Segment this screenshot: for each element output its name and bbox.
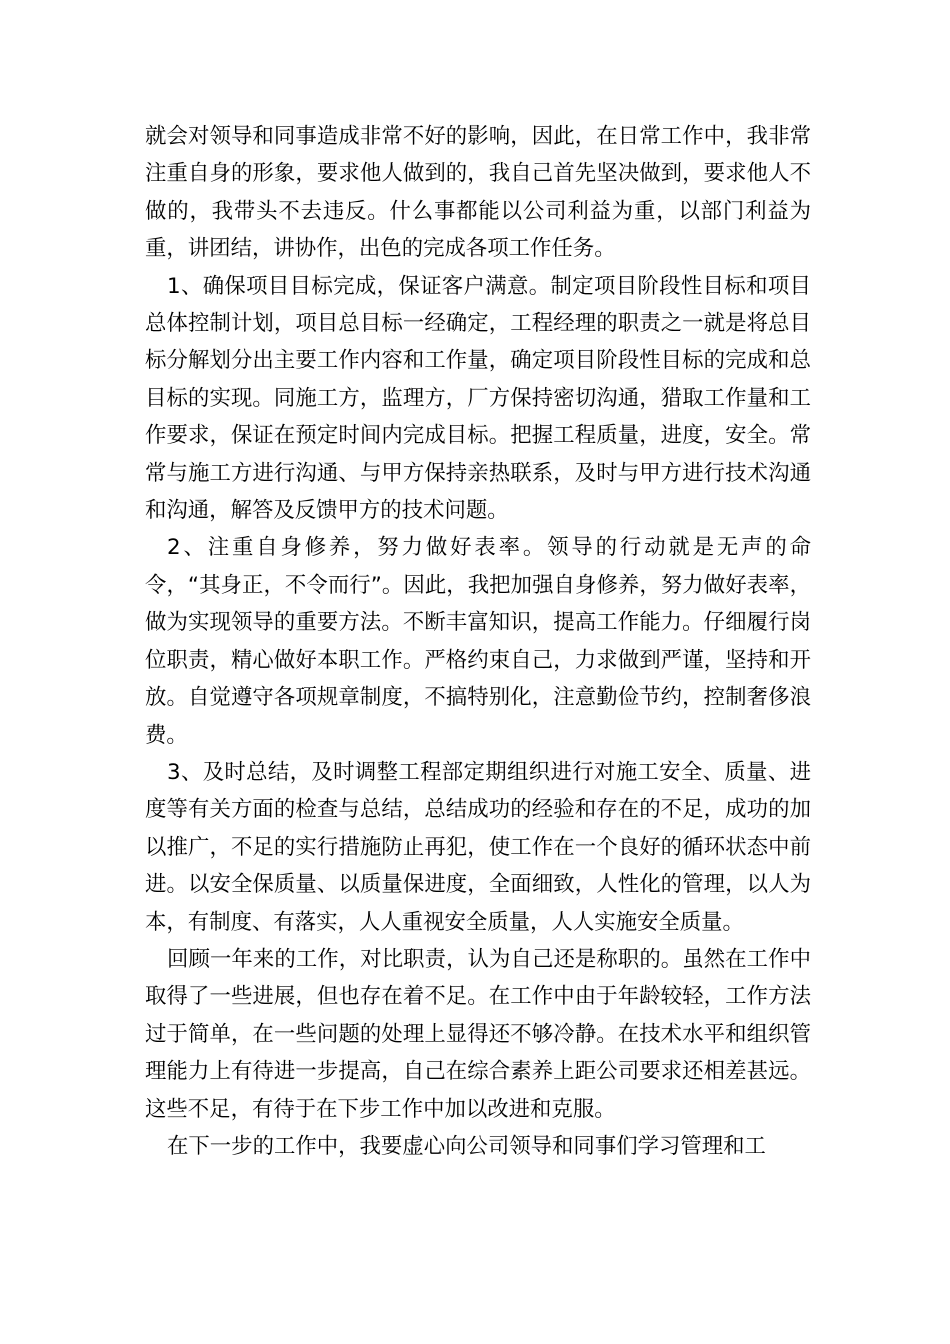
paragraph-item-3: 3、及时总结，及时调整工程部定期组织进行对施工安全、质量、进度等有关方面的检查与总结，总结成功的经验和存在的不足，成功的加以推广，不足的实行措施防止再犯，使工作在一个良好的循环状态中前进。以安全保质量、以质量保进度，全面细致，人性化的管理，以人为本，有制度、有落实，人人重视安全质量，人人实施安全质量。 <box>145 759 811 935</box>
paragraph-item-2: 2、注重自身修养，努力做好表率。领导的行动就是无声的命令，“其身正，不令而行”。因此，我把加强自身修养，努力做好表率，做为实现领导的重要方法。不断丰富知识，提高工作能力。仔细履行岗位职责，精心做好本职工作。严格约束自己，力求做到严谨，坚持和开放。自觉遵守各项规章制度，不搞特别化，注意勤俭节约，控制奢侈浪费。 <box>145 535 811 748</box>
paragraph-next-steps: 在下一步的工作中，我要虚心向公司领导和同事们学习管理和工 <box>167 1133 766 1159</box>
body-text <box>145 118 811 1165</box>
paragraph-item-1: 1、确保项目目标完成，保证客户满意。制定项目阶段性目标和项目总体控制计划，项目总目标一经确定，工程经理的职责之一就是将总目标分解划分出主要工作内容和工作量，确定项目阶段性目标的完成和总目标的实现。同施工方，监理方，厂方保持密切沟通，猎取工作量和工作要求，保证在预定时间内完成目标。把握工程质量，进度，安全。常常与施工方进行沟通、与甲方保持亲热联系，及时与甲方进行技术沟通和沟通，解答及反馈甲方的技术问题。 <box>145 273 811 524</box>
paragraph-review: 回顾一年来的工作，对比职责，认为自己还是称职的。虽然在工作中取得了一些进展，但也存在着不足。在工作中由于年龄较轻，工作方法过于简单，在一些问题的处理上显得还不够冷静。在技术水平和组织管理能力上有待进一步提高，自己在综合素养上距公司要求还相差甚远。这些不足，有待于在下步工作中加以改进和克服。 <box>145 946 811 1122</box>
paragraph-continued: 就会对领导和同事造成非常不好的影响，因此，在日常工作中，我非常注重自身的形象，要求他人做到的，我自己首先坚决做到，要求他人不做的，我带头不去违反。什么事都能以公司利益为重，以部门利益为重，讲团结，讲协作，出色的完成各项工作任务。 <box>145 124 811 262</box>
